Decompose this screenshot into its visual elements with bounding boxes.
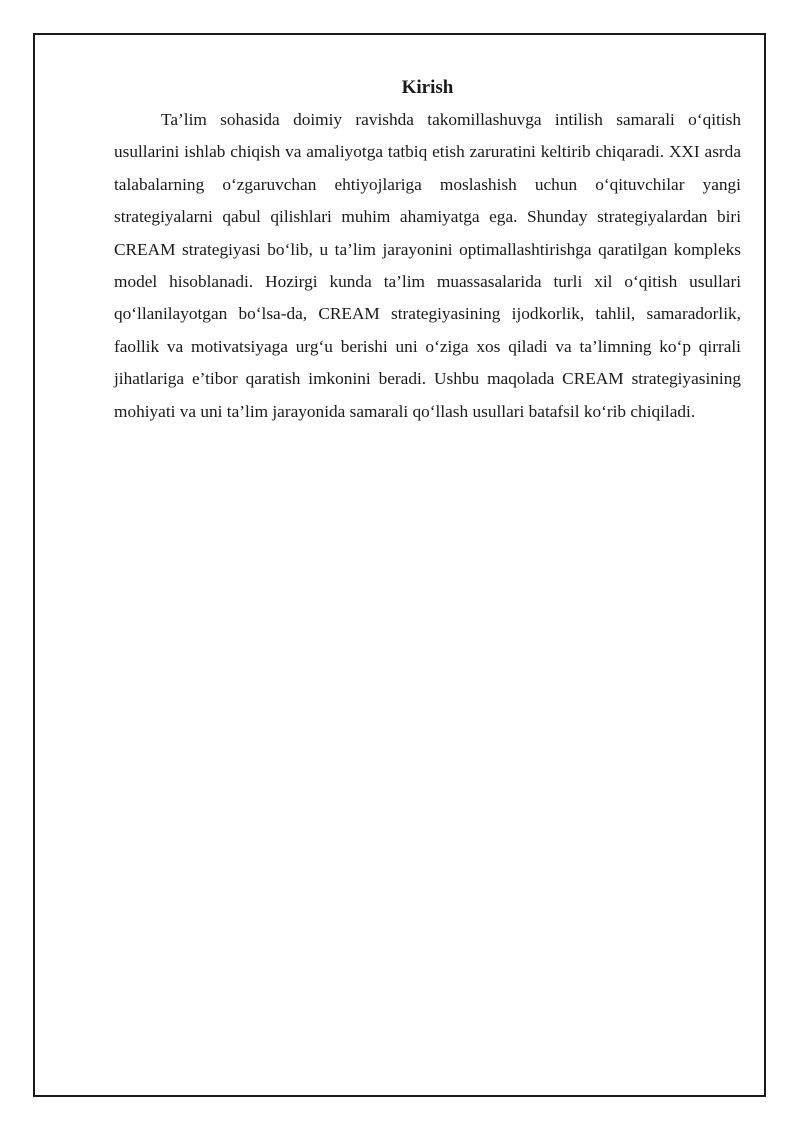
document-content [114, 72, 741, 428]
intro-paragraph: Ta’lim sohasida doimiy ravishda takomillashuvga intilish samarali o‘qitish usullarini ishlab chiqish va amaliyotga tatbiq etish zaruratini keltirib chiqaradi. XXI asrda talabalarning o‘zgaruvchan ehtiyojlariga moslashish uchun o‘qituvchilar yangi strategiyalarni qabul qilishlari muhim ahamiyatga ega. Shunday strategiyalardan biri CREAM strategiyasi bo‘lib, u ta’lim jarayonini optimallashtirishga qaratilgan kompleks model hisoblanadi. Hozirgi kunda ta’lim muassasalarida turli xil o‘qitish usullari qo‘llanilayotgan bo‘lsa-da, CREAM strategiyasining ijodkorlik, tahlil, samaradorlik, faollik va motivatsiyaga urg‘u berishi uni o‘ziga xos qiladi va ta’limning ko‘p qirrali jihatlariga e’tibor qaratish imkonini beradi. Ushbu maqolada CREAM strategiyasining mohiyati va uni ta’lim jarayonida samarali qo‘llash usullari batafsil ko‘rib chiqiladi. [114, 110, 741, 421]
section-title: Kirish [401, 77, 454, 98]
